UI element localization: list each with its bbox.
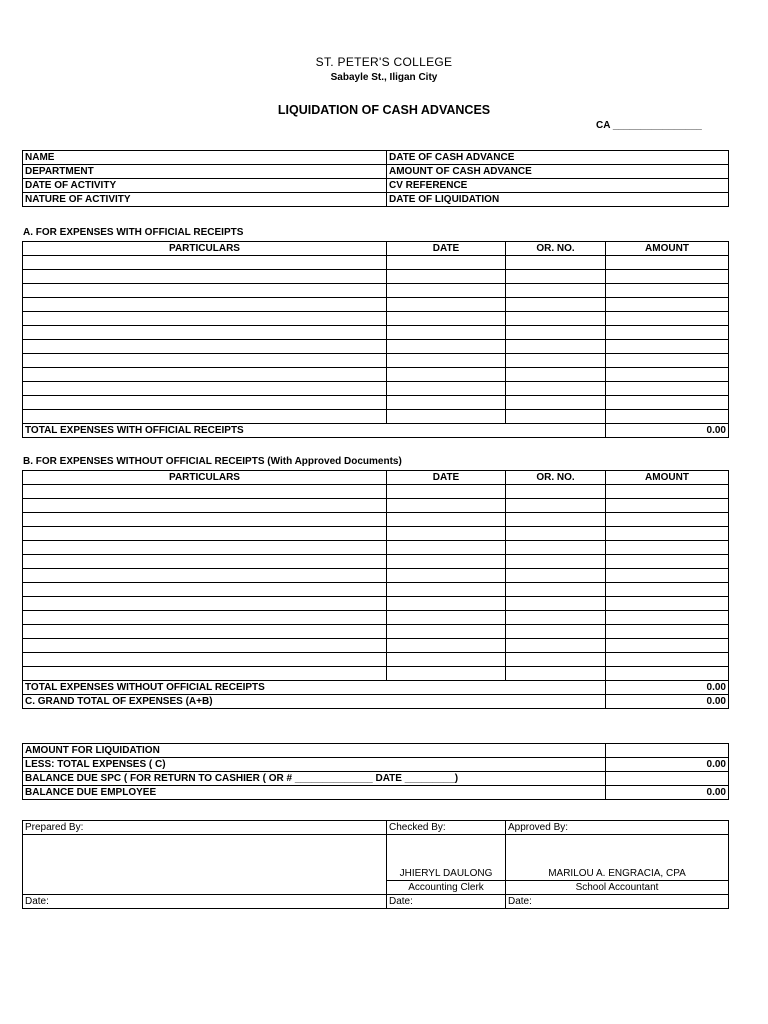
column-header-particulars: PARTICULARS bbox=[23, 471, 387, 485]
or-no-cell[interactable] bbox=[506, 527, 606, 541]
balance-due-spc-value[interactable] bbox=[606, 772, 729, 786]
table-row bbox=[23, 513, 729, 527]
signatures-table bbox=[22, 820, 729, 909]
section-a-heading: A. FOR EXPENSES WITH OFFICIAL RECEIPTS bbox=[23, 227, 244, 238]
particulars-cell[interactable] bbox=[23, 555, 387, 569]
particulars-cell[interactable] bbox=[23, 368, 387, 382]
date-cell[interactable] bbox=[387, 410, 506, 424]
date-of-liquidation-field[interactable]: DATE OF LIQUIDATION bbox=[387, 193, 729, 207]
or-no-cell[interactable] bbox=[506, 667, 606, 681]
table-row bbox=[23, 396, 729, 410]
table-row bbox=[23, 354, 729, 368]
date-cell[interactable] bbox=[387, 569, 506, 583]
table-row bbox=[23, 312, 729, 326]
table-row bbox=[23, 340, 729, 354]
or-no-cell[interactable] bbox=[506, 597, 606, 611]
particulars-cell[interactable] bbox=[23, 326, 387, 340]
table-row bbox=[23, 555, 729, 569]
particulars-cell[interactable] bbox=[23, 499, 387, 513]
date-cell[interactable] bbox=[387, 667, 506, 681]
table-row bbox=[23, 625, 729, 639]
date-cell[interactable] bbox=[387, 611, 506, 625]
table-row bbox=[23, 326, 729, 340]
amount-cell[interactable] bbox=[606, 326, 729, 340]
or-no-cell[interactable] bbox=[506, 583, 606, 597]
name-field[interactable]: NAME bbox=[23, 151, 387, 165]
section-b-entry-rows bbox=[23, 485, 729, 681]
particulars-cell[interactable] bbox=[23, 513, 387, 527]
amount-cell[interactable] bbox=[606, 485, 729, 499]
particulars-cell[interactable] bbox=[23, 396, 387, 410]
column-header-date: DATE bbox=[387, 242, 506, 256]
date-cell[interactable] bbox=[387, 256, 506, 270]
or-no-cell[interactable] bbox=[506, 368, 606, 382]
expenses-without-receipts-table bbox=[22, 470, 729, 709]
or-no-cell[interactable] bbox=[506, 284, 606, 298]
approved-by-label: Approved By: bbox=[506, 821, 729, 835]
date-cell[interactable] bbox=[387, 354, 506, 368]
particulars-cell[interactable] bbox=[23, 298, 387, 312]
table-row bbox=[23, 368, 729, 382]
table-row bbox=[23, 382, 729, 396]
table-row bbox=[23, 298, 729, 312]
section-a-total-value: 0.00 bbox=[606, 424, 729, 438]
grand-total-label: C. GRAND TOTAL OF EXPENSES (A+B) bbox=[23, 695, 606, 709]
or-no-cell[interactable] bbox=[506, 569, 606, 583]
form-title: LIQUIDATION OF CASH ADVANCES bbox=[277, 103, 491, 117]
amount-for-liquidation-value[interactable] bbox=[606, 744, 729, 758]
amount-cell[interactable] bbox=[606, 382, 729, 396]
table-row bbox=[23, 569, 729, 583]
table-row bbox=[23, 597, 729, 611]
column-header-date: DATE bbox=[387, 471, 506, 485]
or-no-cell[interactable] bbox=[506, 326, 606, 340]
date-cell[interactable] bbox=[387, 298, 506, 312]
date-cell[interactable] bbox=[387, 340, 506, 354]
table-row bbox=[23, 541, 729, 555]
amount-cell[interactable] bbox=[606, 270, 729, 284]
amount-cell[interactable] bbox=[606, 354, 729, 368]
amount-cell[interactable] bbox=[606, 527, 729, 541]
or-no-cell[interactable] bbox=[506, 639, 606, 653]
particulars-cell[interactable] bbox=[23, 611, 387, 625]
date-of-activity-field[interactable]: DATE OF ACTIVITY bbox=[23, 179, 387, 193]
amount-of-cash-advance-field[interactable]: AMOUNT OF CASH ADVANCE bbox=[387, 165, 729, 179]
table-row bbox=[23, 410, 729, 424]
liquidation-summary-table bbox=[22, 743, 729, 800]
amount-cell[interactable] bbox=[606, 513, 729, 527]
amount-cell[interactable] bbox=[606, 639, 729, 653]
date-of-cash-advance-field[interactable]: DATE OF CASH ADVANCE bbox=[387, 151, 729, 165]
or-no-cell[interactable] bbox=[506, 382, 606, 396]
prepared-by-signature-area[interactable] bbox=[23, 835, 387, 895]
particulars-cell[interactable] bbox=[23, 527, 387, 541]
cv-reference-field[interactable]: CV REFERENCE bbox=[387, 179, 729, 193]
amount-cell[interactable] bbox=[606, 653, 729, 667]
info-table bbox=[22, 150, 729, 207]
particulars-cell[interactable] bbox=[23, 485, 387, 499]
date-cell[interactable] bbox=[387, 625, 506, 639]
date-cell[interactable] bbox=[387, 270, 506, 284]
date-cell[interactable] bbox=[387, 541, 506, 555]
or-no-cell[interactable] bbox=[506, 653, 606, 667]
date-cell[interactable] bbox=[387, 312, 506, 326]
date-cell[interactable] bbox=[387, 326, 506, 340]
date-cell[interactable] bbox=[387, 597, 506, 611]
amount-cell[interactable] bbox=[606, 340, 729, 354]
amount-cell[interactable] bbox=[606, 396, 729, 410]
table-row bbox=[23, 485, 729, 499]
column-header-particulars: PARTICULARS bbox=[23, 242, 387, 256]
amount-cell[interactable] bbox=[606, 541, 729, 555]
or-no-cell[interactable] bbox=[506, 396, 606, 410]
prepared-by-label: Prepared By: bbox=[23, 821, 387, 835]
department-field[interactable]: DEPARTMENT bbox=[23, 165, 387, 179]
date-cell[interactable] bbox=[387, 368, 506, 382]
column-header-or-no: OR. NO. bbox=[506, 471, 606, 485]
or-no-cell[interactable] bbox=[506, 611, 606, 625]
particulars-cell[interactable] bbox=[23, 569, 387, 583]
date-cell[interactable] bbox=[387, 382, 506, 396]
amount-cell[interactable] bbox=[606, 583, 729, 597]
date-cell[interactable] bbox=[387, 555, 506, 569]
or-no-cell[interactable] bbox=[506, 312, 606, 326]
column-header-amount: AMOUNT bbox=[606, 242, 729, 256]
expenses-with-receipts-table bbox=[22, 241, 729, 438]
approved-by-date-field[interactable]: Date: bbox=[506, 895, 729, 909]
or-no-cell[interactable] bbox=[506, 625, 606, 639]
or-no-cell[interactable] bbox=[506, 354, 606, 368]
date-cell[interactable] bbox=[387, 499, 506, 513]
section-a-entry-rows bbox=[23, 256, 729, 424]
date-cell[interactable] bbox=[387, 653, 506, 667]
particulars-cell[interactable] bbox=[23, 382, 387, 396]
particulars-cell[interactable] bbox=[23, 284, 387, 298]
particulars-cell[interactable] bbox=[23, 639, 387, 653]
balance-due-employee-label: BALANCE DUE EMPLOYEE bbox=[23, 786, 606, 800]
particulars-cell[interactable] bbox=[23, 312, 387, 326]
or-no-cell[interactable] bbox=[506, 541, 606, 555]
date-cell[interactable] bbox=[387, 527, 506, 541]
particulars-cell[interactable] bbox=[23, 256, 387, 270]
table-row bbox=[23, 583, 729, 597]
amount-cell[interactable] bbox=[606, 569, 729, 583]
amount-cell[interactable] bbox=[606, 368, 729, 382]
particulars-cell[interactable] bbox=[23, 583, 387, 597]
table-row bbox=[23, 639, 729, 653]
particulars-cell[interactable] bbox=[23, 541, 387, 555]
college-address: Sabayle St., Iligan City bbox=[330, 72, 438, 83]
date-cell[interactable] bbox=[387, 485, 506, 499]
or-no-cell[interactable] bbox=[506, 555, 606, 569]
date-cell[interactable] bbox=[387, 513, 506, 527]
approver-title: School Accountant bbox=[506, 881, 729, 895]
table-row bbox=[23, 270, 729, 284]
prepared-by-date-field[interactable]: Date: bbox=[23, 895, 387, 909]
grand-total-value: 0.00 bbox=[606, 695, 729, 709]
checked-by-date-field[interactable]: Date: bbox=[387, 895, 506, 909]
table-row bbox=[23, 499, 729, 513]
particulars-cell[interactable] bbox=[23, 625, 387, 639]
section-b-total-label: TOTAL EXPENSES WITHOUT OFFICIAL RECEIPTS bbox=[23, 681, 606, 695]
amount-cell[interactable] bbox=[606, 611, 729, 625]
balance-due-spc-label: BALANCE DUE SPC ( FOR RETURN TO CASHIER ( OR # ______________ DATE _________) bbox=[23, 772, 606, 786]
column-header-or-no: OR. NO. bbox=[506, 242, 606, 256]
amount-cell[interactable] bbox=[606, 499, 729, 513]
less-total-expenses-label: LESS: TOTAL EXPENSES ( C) bbox=[23, 758, 606, 772]
table-row bbox=[23, 256, 729, 270]
amount-cell[interactable] bbox=[606, 555, 729, 569]
college-name: ST. PETER'S COLLEGE bbox=[315, 55, 453, 69]
or-no-cell[interactable] bbox=[506, 256, 606, 270]
or-no-cell[interactable] bbox=[506, 499, 606, 513]
table-row bbox=[23, 284, 729, 298]
date-cell[interactable] bbox=[387, 583, 506, 597]
amount-cell[interactable] bbox=[606, 625, 729, 639]
table-row bbox=[23, 667, 729, 681]
balance-due-employee-value: 0.00 bbox=[606, 786, 729, 800]
or-no-cell[interactable] bbox=[506, 270, 606, 284]
amount-cell[interactable] bbox=[606, 597, 729, 611]
date-cell[interactable] bbox=[387, 639, 506, 653]
checked-by-label: Checked By: bbox=[387, 821, 506, 835]
amount-cell[interactable] bbox=[606, 410, 729, 424]
particulars-cell[interactable] bbox=[23, 410, 387, 424]
particulars-cell[interactable] bbox=[23, 667, 387, 681]
approver-name: MARILOU A. ENGRACIA, CPA bbox=[506, 835, 729, 881]
amount-cell[interactable] bbox=[606, 312, 729, 326]
checker-title: Accounting Clerk bbox=[387, 881, 506, 895]
date-cell[interactable] bbox=[387, 284, 506, 298]
amount-cell[interactable] bbox=[606, 284, 729, 298]
particulars-cell[interactable] bbox=[23, 653, 387, 667]
particulars-cell[interactable] bbox=[23, 340, 387, 354]
ca-number-field[interactable]: CA ________________ bbox=[596, 120, 702, 131]
amount-cell[interactable] bbox=[606, 256, 729, 270]
less-total-expenses-value: 0.00 bbox=[606, 758, 729, 772]
table-row bbox=[23, 611, 729, 625]
or-no-cell[interactable] bbox=[506, 513, 606, 527]
date-cell[interactable] bbox=[387, 396, 506, 410]
particulars-cell[interactable] bbox=[23, 354, 387, 368]
section-b-heading: B. FOR EXPENSES WITHOUT OFFICIAL RECEIPTS (With Approved Documents) bbox=[23, 456, 402, 467]
column-header-amount: AMOUNT bbox=[606, 471, 729, 485]
section-b-total-value: 0.00 bbox=[606, 681, 729, 695]
section-a-total-label: TOTAL EXPENSES WITH OFFICIAL RECEIPTS bbox=[23, 424, 606, 438]
amount-cell[interactable] bbox=[606, 667, 729, 681]
or-no-cell[interactable] bbox=[506, 298, 606, 312]
nature-of-activity-field[interactable]: NATURE OF ACTIVITY bbox=[23, 193, 387, 207]
checker-name: JHIERYL DAULONG bbox=[387, 835, 506, 881]
or-no-cell[interactable] bbox=[506, 485, 606, 499]
section-a-body bbox=[23, 242, 729, 256]
amount-for-liquidation-label: AMOUNT FOR LIQUIDATION bbox=[23, 744, 606, 758]
particulars-cell[interactable] bbox=[23, 597, 387, 611]
amount-cell[interactable] bbox=[606, 298, 729, 312]
or-no-cell[interactable] bbox=[506, 410, 606, 424]
table-row bbox=[23, 527, 729, 541]
table-row bbox=[23, 653, 729, 667]
particulars-cell[interactable] bbox=[23, 270, 387, 284]
or-no-cell[interactable] bbox=[506, 340, 606, 354]
